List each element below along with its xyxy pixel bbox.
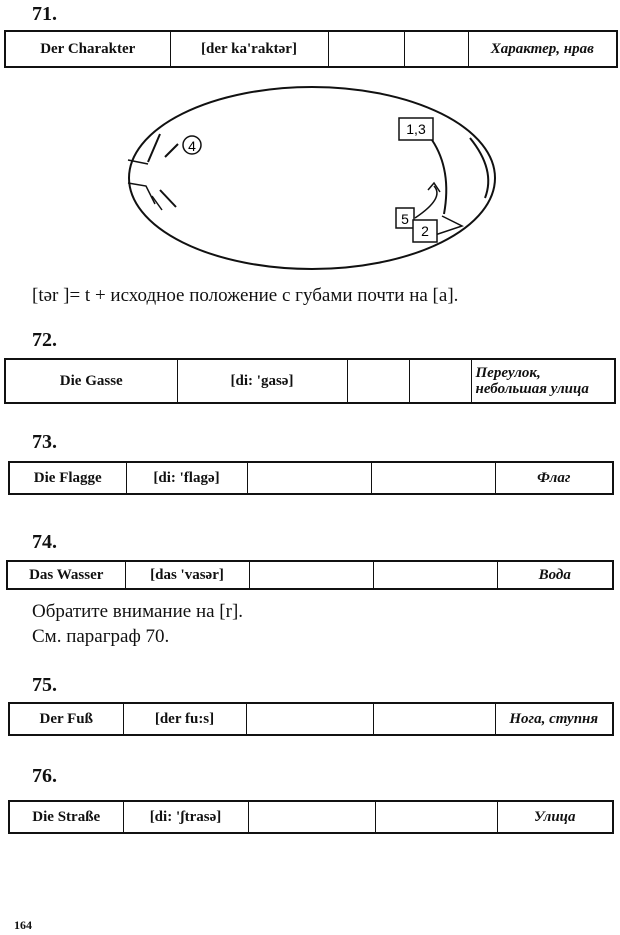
translation-cell: Нога, ступня — [495, 703, 613, 735]
entry-number: 76. — [32, 765, 57, 787]
attention-note: Обратите внимание на [r]. — [32, 601, 244, 622]
empty-cell — [246, 703, 373, 735]
translation-cell: Улица — [497, 801, 613, 833]
translation-cell: Характер, нрав — [468, 31, 617, 67]
page-number: 164 — [14, 918, 32, 932]
vocab-table — [8, 702, 614, 736]
transcription-cell: [der fu:s] — [123, 703, 246, 735]
diagram-label: 2 — [421, 223, 429, 239]
transcription-cell: [di: 'gasə] — [177, 359, 347, 403]
vocab-table — [4, 358, 616, 404]
empty-cell — [371, 462, 495, 494]
word-cell: Die Flagge — [9, 462, 126, 494]
empty-cell — [375, 801, 497, 833]
reference-note: См. параграф 70. — [32, 626, 170, 647]
empty-cell — [248, 801, 375, 833]
vocab-table — [8, 461, 614, 495]
translation-cell: Переулок, небольшая улица — [471, 359, 615, 403]
transcription-cell: [der ka'raktər] — [170, 31, 328, 67]
empty-cell — [373, 703, 495, 735]
diagram-label: 1,3 — [406, 121, 426, 137]
word-cell: Die Straße — [9, 801, 123, 833]
word-cell: Der Charakter — [5, 31, 170, 67]
entry-number: 72. — [32, 329, 57, 351]
empty-cell — [249, 561, 373, 589]
transcription-cell: [das 'vasər] — [125, 561, 249, 589]
entry-number: 75. — [32, 674, 57, 696]
diagram-label: 4 — [188, 138, 196, 154]
entry-number: 74. — [32, 531, 57, 553]
transcription-cell: [di: 'flagə] — [126, 462, 247, 494]
word-cell: Das Wasser — [7, 561, 125, 589]
word-cell: Die Gasse — [5, 359, 177, 403]
entry-number: 71. — [32, 3, 57, 25]
empty-cell — [409, 359, 471, 403]
empty-cell — [347, 359, 409, 403]
articulation-note: [tər ]= t + исходное положение с губами почти на [a]. — [32, 285, 459, 306]
word-cell: Der Fuß — [9, 703, 123, 735]
translation-cell: Флаг — [495, 462, 613, 494]
transcription-cell: [di: 'ʃtrasə] — [123, 801, 248, 833]
vocab-table — [8, 800, 614, 834]
entry-number: 73. — [32, 431, 57, 453]
empty-cell — [373, 561, 497, 589]
empty-cell — [247, 462, 371, 494]
translation-cell: Вода — [497, 561, 613, 589]
diagram-label: 5 — [401, 211, 409, 227]
vocab-table — [6, 560, 614, 590]
